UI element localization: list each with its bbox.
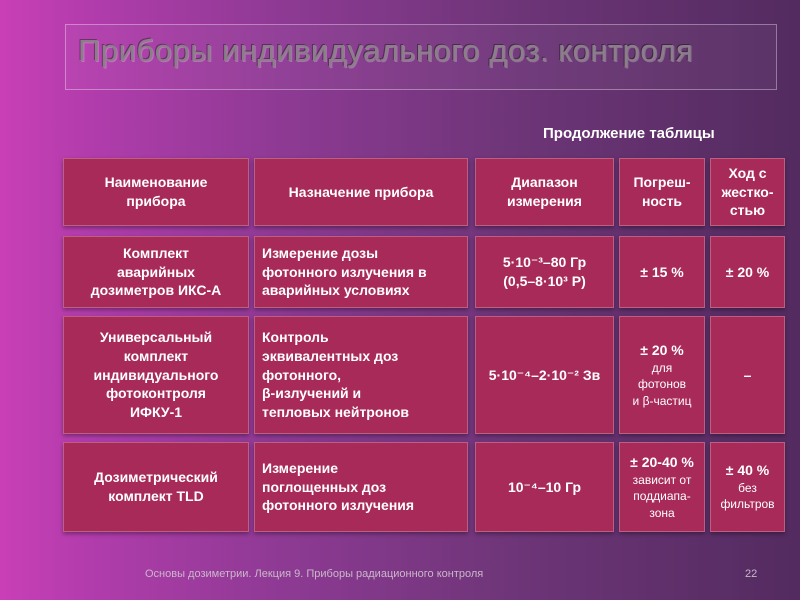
cell-line: ИФКУ-1 [129, 404, 183, 421]
header-name [63, 158, 249, 226]
row-3-hardness-note [720, 480, 774, 512]
cell-line: жестко- [721, 183, 774, 200]
cell-line: индивидуального [93, 366, 219, 383]
cell-line: прибора [126, 193, 186, 209]
cell-line: ность [641, 193, 683, 209]
cell-line: тепловых нейтронов [262, 404, 410, 421]
cell-line: фотонного излучения в [262, 263, 427, 280]
table-row-1-range [475, 236, 614, 308]
table-row-2-purpose [254, 316, 468, 434]
cell-line: комплект TLD [108, 488, 204, 504]
row-2-purpose-text [262, 328, 409, 422]
cell-line: фотонного излучения [262, 497, 415, 514]
header-purpose-text [289, 183, 434, 202]
row-3-range-text [508, 478, 581, 497]
row-1-hardness-text [726, 263, 769, 282]
cell-line: ± 20 % [640, 342, 684, 359]
cell-line: измерения [507, 193, 582, 209]
cell-line: поддиапа- [633, 489, 691, 504]
cell-line: аварийных условиях [262, 282, 410, 299]
cell-line: Наименование [104, 174, 208, 191]
row-2-range-text [489, 366, 600, 385]
cell-line: Погреш- [633, 174, 691, 191]
cell-line: ± 40 % [725, 462, 770, 479]
table-row-3-range [475, 442, 614, 532]
header-error-text [633, 173, 690, 211]
table-row-3-name [63, 442, 249, 532]
cell-line: и β-частиц [632, 393, 692, 408]
table-row-1-name [63, 236, 249, 308]
cell-line: комплект [123, 347, 189, 364]
cell-line: зависит от [632, 473, 692, 488]
row-1-purpose-text [262, 244, 427, 301]
page-number: 22 [745, 568, 758, 580]
cell-line: 10⁻⁴–10 Гр [507, 478, 582, 495]
table-row-1-error [619, 236, 705, 308]
cell-line: фильтров [720, 497, 775, 512]
table-subtitle: Продолжение таблицы [543, 125, 715, 142]
cell-line: дозиметров ИКС-А [90, 282, 222, 299]
row-2-error-text [633, 341, 692, 360]
cell-line: без [738, 481, 757, 496]
cell-line: 5·10⁻⁴–2·10⁻² Зв [488, 366, 601, 383]
table-row-1-purpose [254, 236, 468, 308]
header-error [619, 158, 705, 226]
cell-line: Контроль [262, 328, 329, 345]
cell-line: стью [729, 202, 766, 219]
cell-line: эквивалентных доз [262, 347, 399, 364]
slide-footer: Основы дозиметрии. Лекция 9. Приборы радиационного контроля [145, 568, 484, 580]
cell-line: Ход с [728, 164, 767, 181]
table-row-1-hardness [710, 236, 785, 308]
table-row-3-error [619, 442, 705, 532]
table-row-2-name [63, 316, 249, 434]
table-row-2-error [619, 316, 705, 434]
cell-line: ± 20-40 % [630, 454, 694, 471]
header-range [475, 158, 614, 226]
header-hardness-text [721, 164, 773, 221]
cell-line: Дозиметрический [94, 469, 218, 486]
cell-line: (0,5–8·10³ Р) [503, 273, 586, 289]
cell-line: Комплект [122, 244, 190, 261]
cell-line: Назначение прибора [288, 183, 434, 200]
table-row-3-purpose [254, 442, 468, 532]
header-hardness [710, 158, 785, 226]
cell-line: 5·10⁻³–80 Гр [502, 254, 587, 271]
row-1-range-text [503, 253, 586, 291]
cell-line: поглощенных доз [262, 478, 387, 495]
cell-line: зона [649, 505, 675, 520]
cell-line: фотонов [638, 377, 686, 392]
cell-line: Универсальный [99, 328, 213, 345]
cell-line: фотоконтроля [105, 385, 206, 402]
row-1-error-text [640, 263, 683, 282]
cell-line: – [743, 366, 752, 383]
row-3-hardness-text [720, 461, 774, 480]
row-2-name-text [94, 328, 219, 422]
row-3-error-text [630, 453, 694, 472]
table-row-3-hardness [710, 442, 785, 532]
cell-line: Измерение дозы [262, 244, 379, 261]
cell-line: для [651, 361, 673, 376]
row-1-name-text [91, 244, 222, 301]
row-2-error-note [633, 360, 692, 409]
table-row-2-hardness [710, 316, 785, 434]
header-name-text [105, 173, 208, 211]
cell-line: β-излучений и [262, 385, 362, 402]
row-3-name-text [94, 468, 218, 506]
header-range-text [507, 173, 582, 211]
cell-line: Измерение [262, 459, 339, 476]
header-purpose [254, 158, 468, 226]
cell-line: ± 15 % [640, 263, 684, 280]
cell-line: ± 20 % [725, 263, 770, 280]
cell-line: аварийных [117, 263, 195, 280]
slide-title: Приборы индивидуального доз. контроля [78, 33, 694, 68]
cell-line: Диапазон [511, 174, 578, 191]
row-3-error-note [630, 472, 694, 521]
row-3-purpose-text [262, 459, 414, 516]
row-2-hardness-text [744, 366, 752, 385]
cell-line: фотонного, [262, 366, 342, 383]
table-row-2-range [475, 316, 614, 434]
